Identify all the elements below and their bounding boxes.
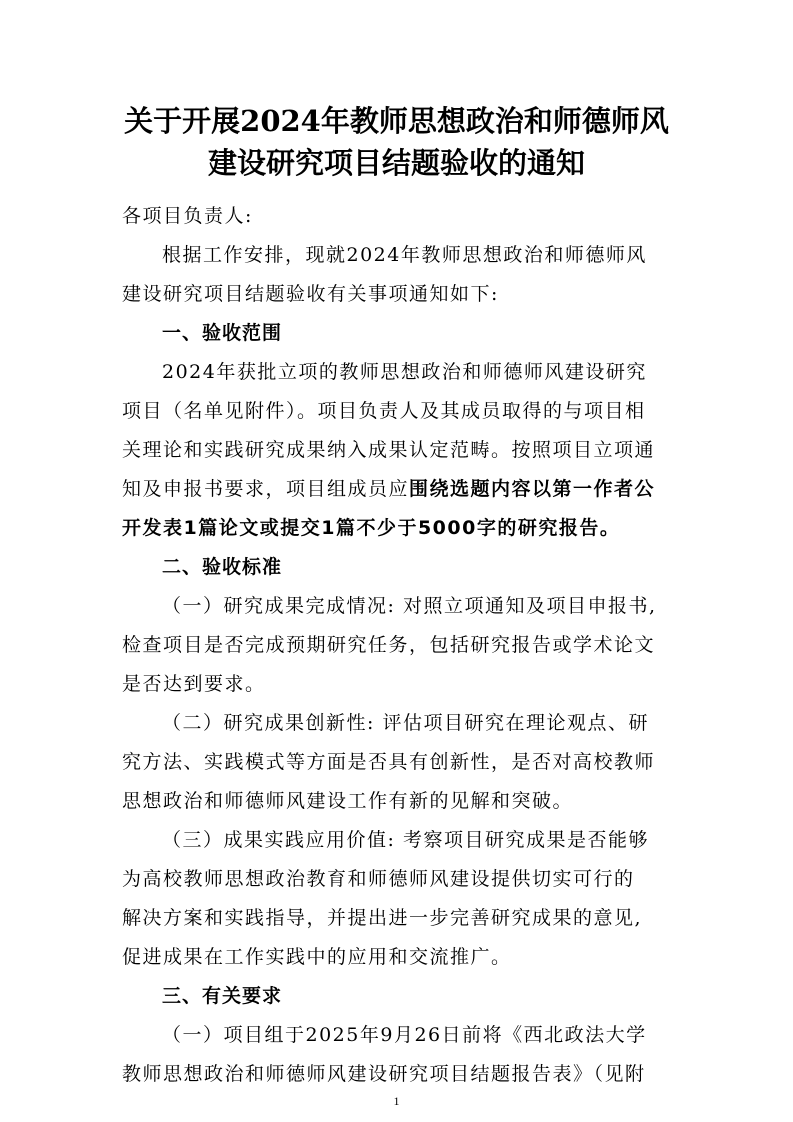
- section-2-heading: 二、验收标准: [162, 556, 283, 578]
- document-title-line-2: 建设研究项目结题验收的通知: [207, 146, 585, 180]
- section-3-item-1-line-2: 教师思想政治和师德师风建设研究项目结题报告表》（见附: [122, 1063, 646, 1085]
- intro-line-1: 根据工作安排，现就2024年教师思想政治和师德师风: [162, 244, 647, 266]
- intro-line-2: 建设研究项目结题验收有关事项通知如下:: [122, 283, 499, 305]
- section-2-item-1-line-2: 检查项目是否完成预期研究任务，包括研究报告或学术论文: [122, 634, 656, 656]
- section-2-item-1-line-3: 是否达到要求。: [122, 673, 266, 695]
- section-2-item-2-line-3: 思想政治和师德师风建设工作有新的见解和突破。: [122, 790, 574, 812]
- section-1-line-3: 关理论和实践研究成果纳入成果认定范畴。按照项目立项通: [122, 439, 656, 461]
- section-2-item-2-line-2: 究方法、实践模式等方面是否具有创新性，是否对高校教师: [122, 751, 656, 773]
- section-1-line-4-bold: 围绕选题内容以第一作者公: [409, 478, 656, 500]
- section-1-line-4-normal: 知及申报书要求，项目组成员应: [122, 478, 410, 500]
- section-2-item-3-line-3: 解决方案和实践指导，并提出进一步完善研究成果的意见,: [122, 907, 643, 929]
- salutation: 各项目负责人:: [122, 205, 253, 227]
- section-2-item-2-line-1: （二）研究成果创新性: 评估项目研究在理论观点、研: [162, 712, 649, 734]
- section-1-line-1: 2024年获批立项的教师思想政治和师德师风建设研究: [162, 361, 647, 383]
- section-2-item-1-line-1: （一）研究成果完成情况: 对照立项通知及项目申报书,: [162, 595, 657, 617]
- section-3-item-1-line-1: （一）项目组于2025年9月26日前将《西北政法大学: [162, 1024, 647, 1046]
- section-1-line-5-bold: 开发表1篇论文或提交1篇不少于5000字的研究报告。: [122, 517, 621, 539]
- page-number: 1: [393, 1094, 400, 1108]
- section-2-item-3-line-4: 促进成果在工作实践中的应用和交流推广。: [122, 946, 512, 968]
- section-2-item-3-line-2: 为高校教师思想政治教育和师德师风建设提供切实可行的: [122, 868, 635, 890]
- section-1-line-2: 项目（名单见附件）。项目负责人及其成员取得的与项目相: [122, 400, 646, 422]
- section-1-heading: 一、验收范围: [162, 322, 283, 344]
- section-2-item-3-line-1: （三）成果实践应用价值: 考察项目研究成果是否能够: [162, 829, 649, 851]
- document-title-line-1: 关于开展2024年教师思想政治和师德师风: [124, 104, 669, 138]
- section-1-line-4: [122, 475, 655, 503]
- section-3-heading: 三、有关要求: [162, 985, 283, 1007]
